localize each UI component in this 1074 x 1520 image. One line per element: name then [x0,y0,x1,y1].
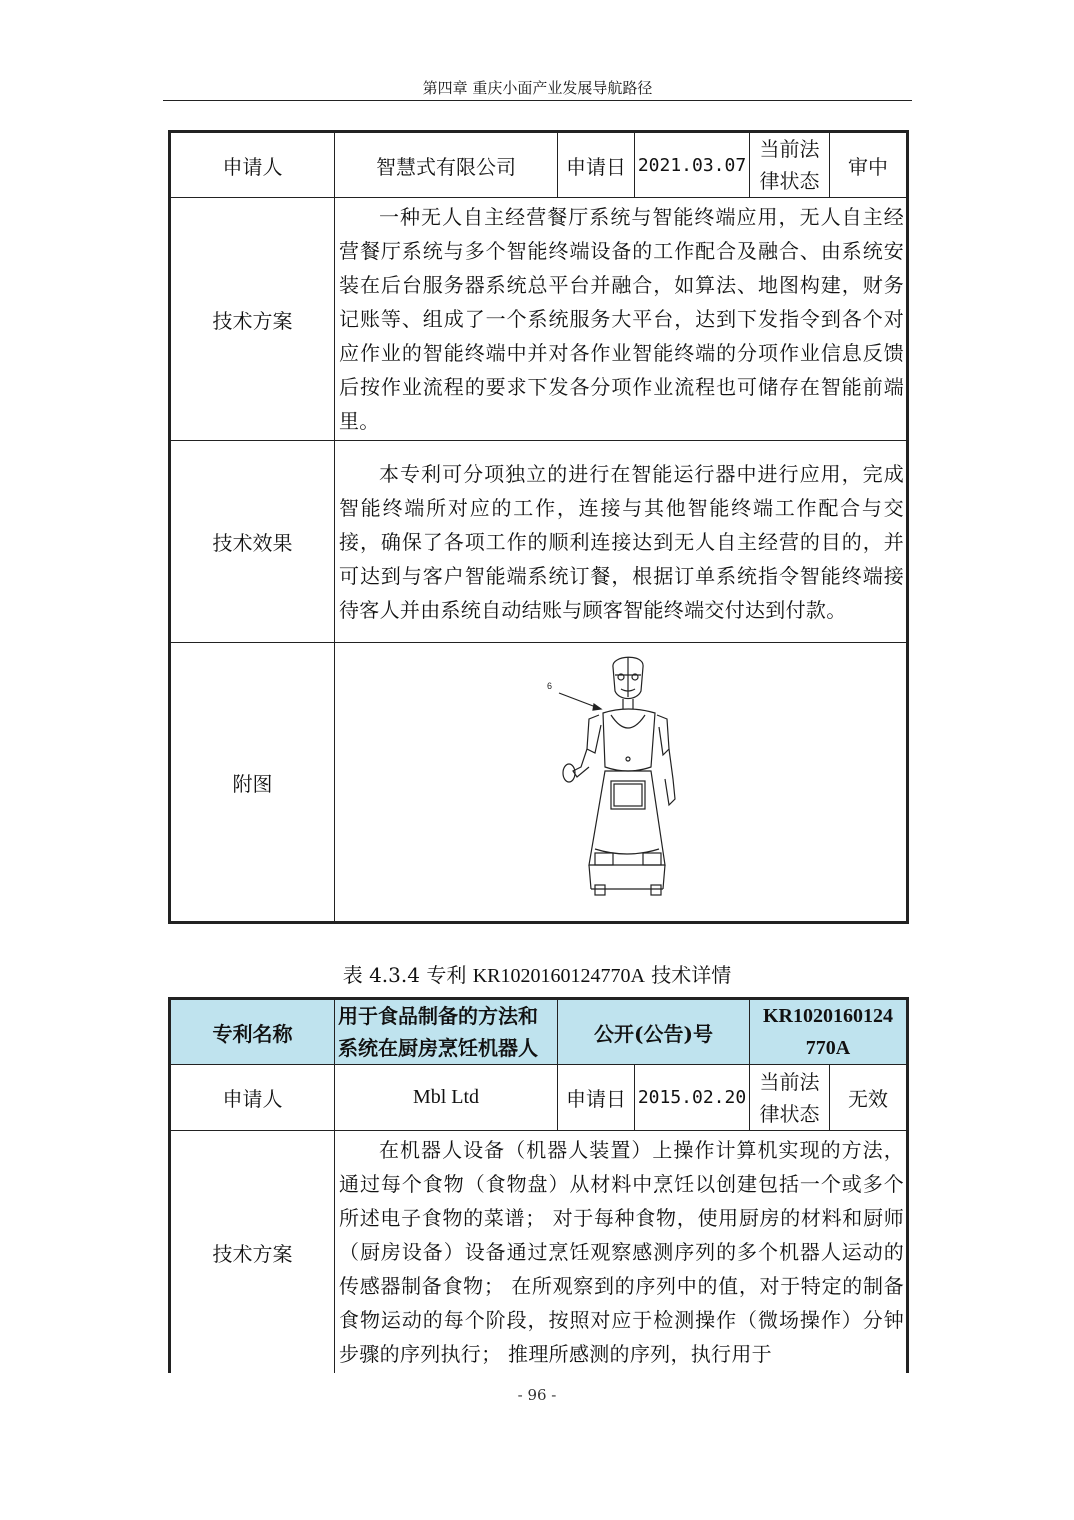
tech-scheme-text: 在机器人设备（机器人装置）上操作计算机实现的方法，通过每个食物（食物盘）从材料中烹饪以创建包括一个或多个所述电子食物的菜谱； 对于每种食物，使用厨房的材料和厨师（厨房设备）设备通过烹饪观察感测序列的多个机器人运动的传感器制备食物； 在所观察到的序列中的值，对于特定的制备食物运动的每个阶段，按照对应于检测操作（微场操作）分钟步骤的序列执行； 推理所感测的序列，执行用于 [335,1131,908,1374]
patent-table-2 [168,997,909,1373]
figure-label: 附图 [170,643,335,923]
robot-drawing [533,649,693,915]
publication-number-label: 公开(公告)号 [558,999,750,1065]
applicant-value: Mbl Ltd [335,1065,558,1131]
page-number: - 96 - [517,1386,557,1404]
tech-scheme-text: 一种无人自主经营餐厅系统与智能终端应用，无人自主经营餐厅系统与多个智能终端设备的工作配合及融合、由系统安装在后台服务器系统总平台并融合，如算法、地图构建，财务记账等、组成了一个系统服务大平台，达到下发指令到各个对应作业的智能终端中并对各作业智能终端的分项作业信息反馈后按作业流程的要求下发各分项作业流程也可储存在智能前端里。 [335,198,908,441]
tech-scheme-label: 技术方案 [170,1131,335,1374]
patent-name-label: 专利名称 [170,999,335,1065]
legal-status-value: 无效 [830,1065,908,1131]
applicant-label: 申请人 [170,1065,335,1131]
legal-status-label: 当前法 律状态 [750,1065,830,1131]
applicant-label: 申请人 [170,132,335,198]
page-header: 第四章 重庆小面产业发展导航路径 [163,76,912,101]
applicant-value: 智慧式有限公司 [335,132,558,198]
filing-date-value: 2021.03.07 [635,132,750,198]
legal-status-label: 当前法 律状态 [750,132,830,198]
legal-status-value: 审中 [830,132,908,198]
tech-scheme-label: 技术方案 [170,198,335,441]
patent-name-value: 用于食品制备的方法和 系统在厨房烹饪机器人 [335,999,558,1065]
tech-effect-label: 技术效果 [170,441,335,643]
figure-callout: 6 [547,681,553,691]
figure-cell [335,643,908,923]
patent-table-1 [168,130,909,924]
filing-date-value: 2015.02.20 [635,1065,750,1131]
tech-effect-text: 本专利可分项独立的进行在智能运行器中进行应用，完成智能终端所对应的工作，连接与其他智能终端工作配合与交接，确保了各项工作的顺利连接达到无人自主经营的目的，并可达到与客户智能端系统订餐，根据订单系统指令智能终端接待客人并由系统自动结账与顾客智能终端交付达到付款。 [335,441,908,643]
filing-date-label: 申请日 [558,1065,635,1131]
table-caption: 表 4.3.4 专利 KR1020160124770A 技术详情 [342,963,732,987]
publication-number-value: KR1020160124 770A [750,999,908,1065]
filing-date-label: 申请日 [558,132,635,198]
